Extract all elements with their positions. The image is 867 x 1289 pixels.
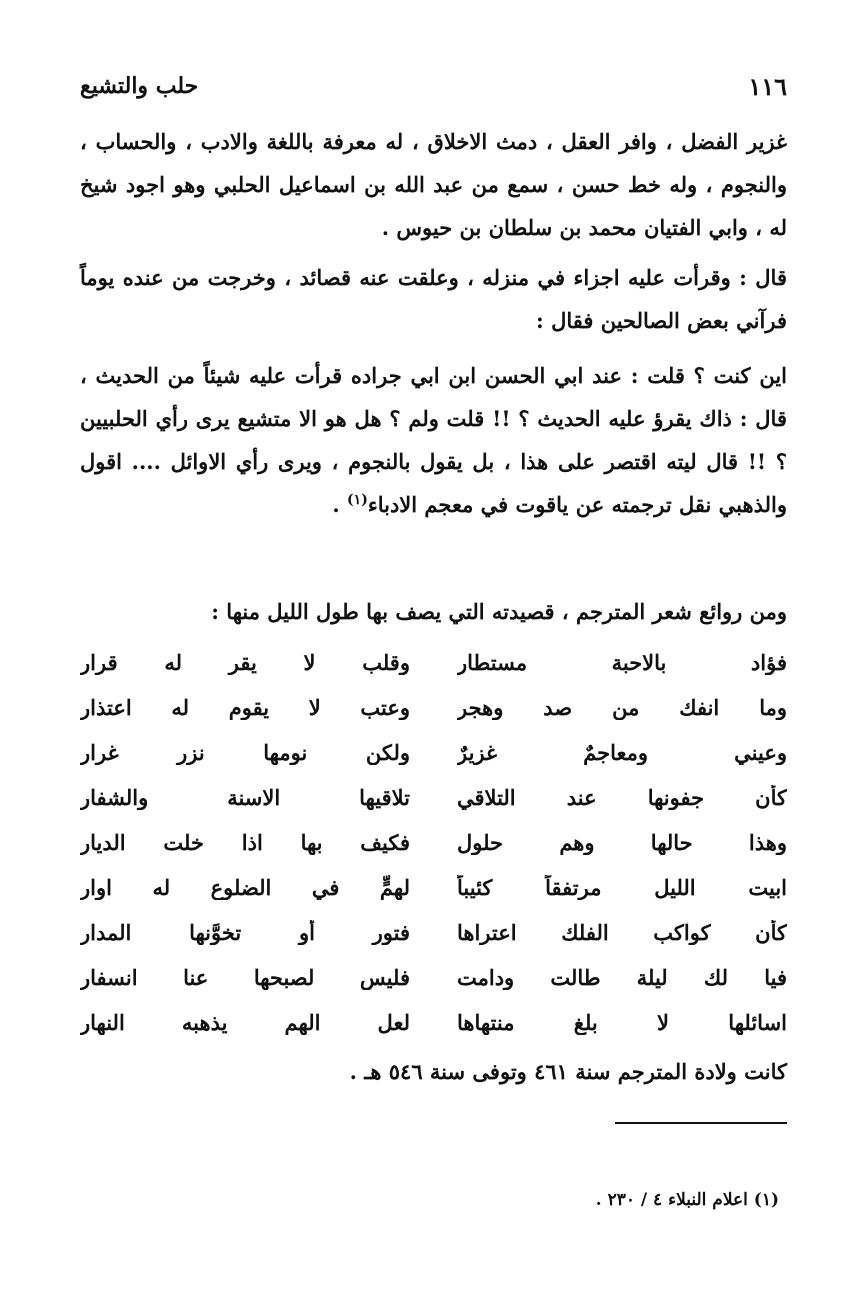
verse-first-hemistich: كأن جفونها عند التلاقي [457,785,787,810]
verse-second-hemistich: لهمٍّ في الضلوع له اوار [80,875,410,900]
verse-second-hemistich: وعتب لا يقوم له اعتذار [80,695,410,720]
verse-first-hemistich: فؤاد بالاحبة مستطار [457,650,787,675]
footnote: (١) اعلام النبلاء ٤ / ٢٣٠ . [595,1190,779,1210]
closing-line: كانت ولادة المترجم سنة ٤٦١ وتوفى سنة ٥٤٦ هـ . [349,1059,787,1084]
poem-verse [80,955,787,1000]
poem-verse [80,685,787,730]
paragraph-reading: قال : وقرأت عليه اجزاء في منزله ، وعلقت عنه قصائد ، وخرجت من عنده يوماً فرآني بعض الصالحين فقال : [80,265,787,333]
poem-verse [80,1000,787,1045]
poem-verse [80,865,787,910]
verse-second-hemistich: لعل الهم يذهبه النهار [80,1010,410,1035]
verse-first-hemistich: وما انفك من صد وهجر [457,695,787,720]
verse-second-hemistich: فكيف بها اذا خلت الديار [80,830,410,855]
verse-first-hemistich: اسائلها لا بلغ منتهاها [457,1010,787,1035]
paragraph-dialogue-end: . [332,492,348,517]
verse-second-hemistich: فليس لصبحها عنا انسفار [80,965,410,990]
page-header [80,66,787,106]
footnote-divider [615,1122,787,1124]
verse-second-hemistich: تلاقيها الاسنة والشفار [80,785,410,810]
poem [80,640,787,1045]
paragraph-dialogue [80,354,787,526]
verse-first-hemistich: فيا لك ليلة طالت ودامت [457,965,787,990]
poem-verse [80,910,787,955]
page-number: ١١٦ [748,71,787,101]
verse-first-hemistich: ابيت الليل مرتفقاً كئيباً [457,875,787,900]
verse-first-hemistich: وهذا حالها وهم حلول [457,830,787,855]
poem-verse [80,640,787,685]
paragraph-poem-intro: ومن روائع شعر المترجم ، قصيدته التي يصف بها طول الليل منها : [211,599,787,624]
verse-second-hemistich: وقلب لا يقر له قرار [80,650,410,675]
poem-verse [80,820,787,865]
verse-second-hemistich: ولكن نومها نزر غرار [80,740,410,765]
running-title: حلب والتشيع [80,73,199,99]
verse-first-hemistich: وعيني ومعاجمٌ غزيرٌ [457,740,787,765]
paragraph-biography: غزير الفضل ، وافر العقل ، دمث الاخلاق ، له معرفة باللغة والادب ، والحساب ، والنجوم ، وله خط حسن ، سمع من عبد الله بن اسماعيل الحلبي وهو اجود شيخ له ، وابي الفتيان محمد بن سلطان بن حيوس . [80,129,787,240]
poem-verse [80,730,787,775]
footnote-reference: (١) [347,492,368,508]
verse-second-hemistich: فتور أو تخوَّنها المدار [80,920,410,945]
verse-first-hemistich: كأن كواكب الفلك اعتراها [457,920,787,945]
paragraph-dialogue-text: اين كنت ؟ قلت : عند ابي الحسن ابن ابي جراده قرأت عليه شيئاً من الحديث ، قال : ذاك يقرؤ عليه الحديث ؟ !! قلت ولم ؟ هل هو الا متشيع يرى رأي الحلبيين ؟ !! قال ليته اقتصر على هذا ، بل يقول بالنجوم ، ويرى رأي الاوائل .... اقول والذهبي نقل ترجمته عن ياقوت في معجم الادباء [80,363,787,517]
poem-verse [80,775,787,820]
